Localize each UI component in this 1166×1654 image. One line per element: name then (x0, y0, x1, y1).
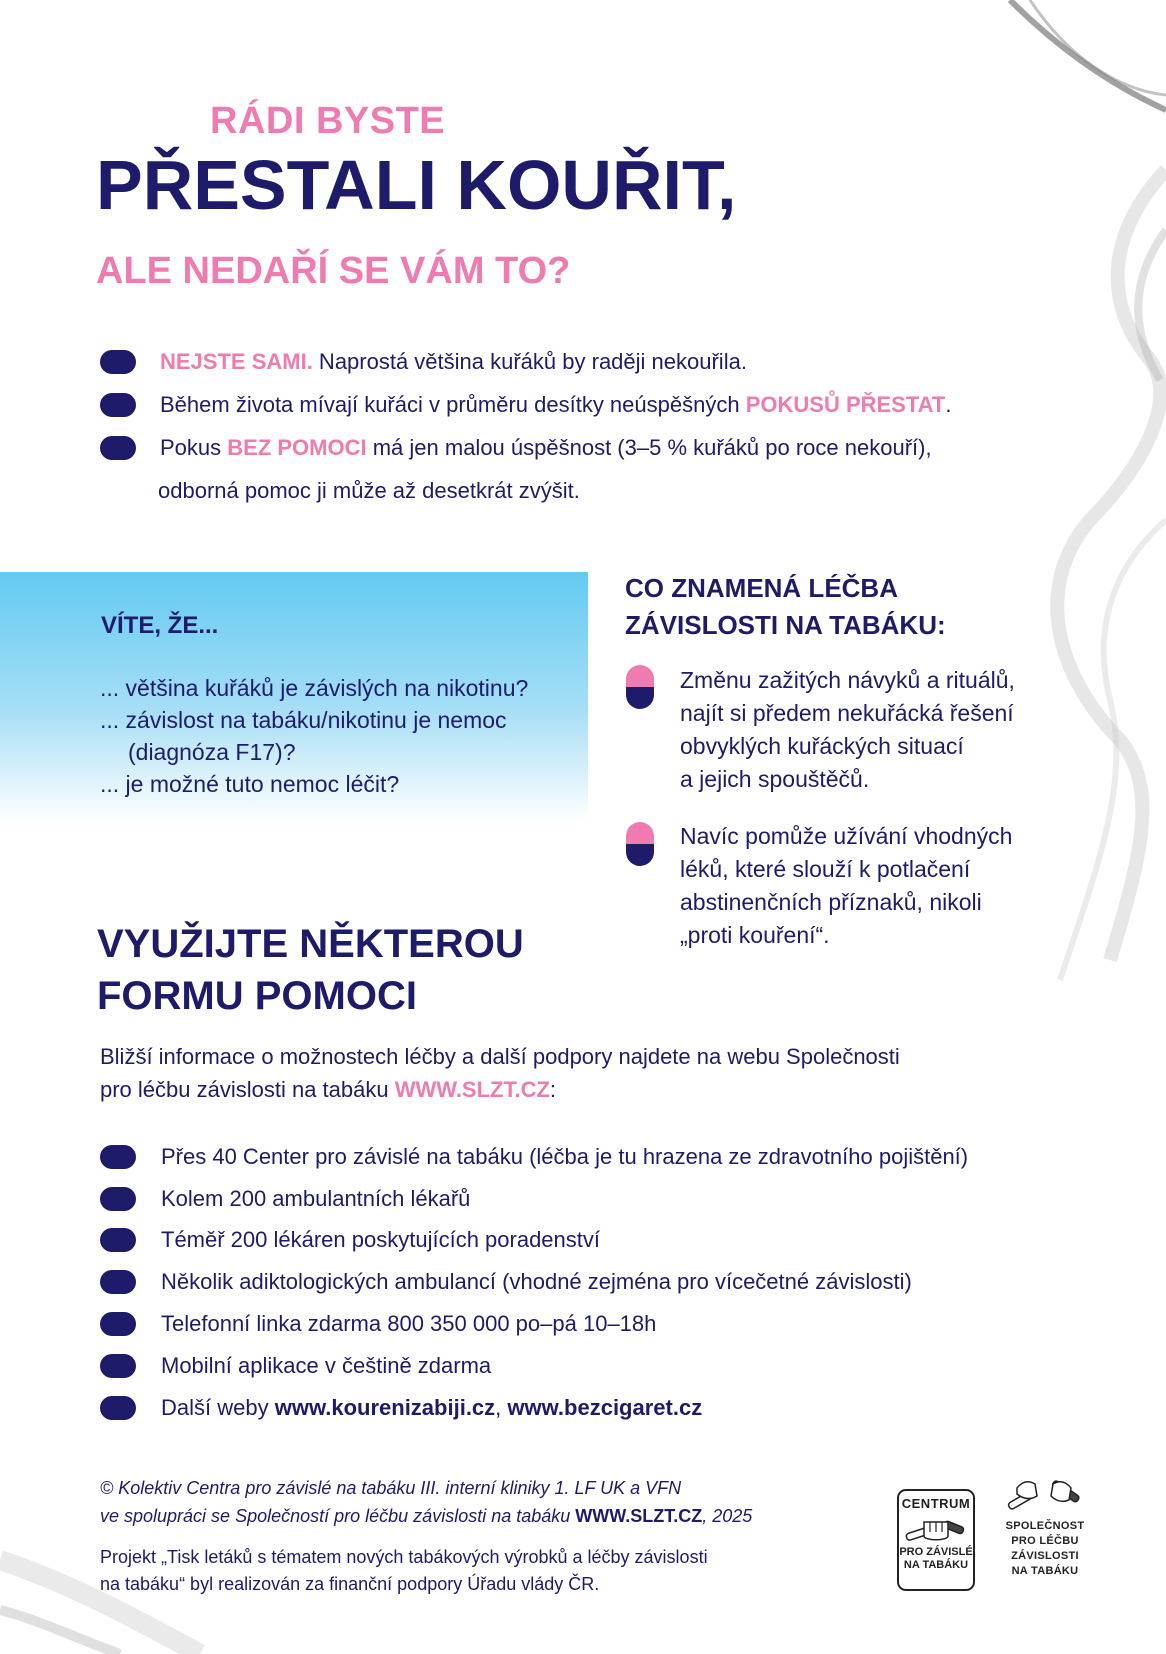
list-item: (diagnóza F17)? (128, 739, 296, 765)
bezcigaret-link[interactable]: www.bezcigaret.cz (507, 1394, 703, 1420)
highlight: BEZ POMOCI (227, 434, 367, 460)
did-you-know-list (100, 672, 580, 800)
bullet-icon (100, 1270, 136, 1294)
help-options-list (100, 1136, 1060, 1429)
project-note: Projekt „Tisk letáků s tématem nových tabákových výrobků a léčby závislosti na tabáku“ byl realizován za finanční podpory Úřadu vlády ČR. (100, 1547, 708, 1594)
bullet-icon (100, 393, 136, 417)
capsule-icon (626, 665, 654, 709)
list-item: Přes 40 Center pro závislé na tabáku (léčba je tu hrazena ze zdravotního pojištění) (100, 1136, 1060, 1178)
slzt-footer-link[interactable]: WWW.SLZT.CZ (575, 1506, 703, 1526)
bullet-icon (100, 1228, 136, 1252)
bullet-icon (100, 1187, 136, 1211)
help-info: Bližší informace o možnostech léčby a další podpory najdete na webu Společnosti pro léčbu závislosti na tabáku WWW.SLZT.CZ: (100, 1044, 900, 1102)
bullet-icon (100, 1354, 136, 1378)
intro-list (100, 340, 1000, 512)
slzt-link[interactable]: WWW.SLZT.CZ (394, 1077, 550, 1102)
list-item: Kolem 200 ambulantních lékařů (100, 1178, 1060, 1220)
page-title: PŘESTALI KOUŘIT, (96, 146, 737, 224)
bullet-icon (100, 1396, 136, 1420)
help-heading: VYUŽIJTE NĚKTEROU FORMU POMOCI (97, 922, 524, 1018)
list-item: Mobilní aplikace v češtině zdarma (100, 1345, 1060, 1387)
bullet-icon (100, 350, 136, 374)
fist-breaking-cigarette-icon (904, 1514, 968, 1544)
list-item: NEJSTE SAMI. Naprostá většina kuřáků by raději nekouřila. (100, 340, 1000, 383)
list-item: Pokus BEZ POMOCI má jen malou úspěšnost (3–5 % kuřáků po roce nekouří), (100, 426, 1000, 469)
list-item: Téměř 200 lékáren poskytujících poradenství (100, 1220, 1060, 1262)
bullet-icon (100, 1312, 136, 1336)
kourenizabiji-link[interactable]: www.kourenizabiji.cz (274, 1394, 496, 1420)
copyright-note: © Kolektiv Centra pro závislé na tabáku III. interní kliniky 1. LF UK a VFN ve spolupráci se Společností pro léčbu závislosti na tabáku WWW.SLZT.CZ, 2025 (100, 1478, 753, 1526)
list-item: Během života mívají kuřáci v průměru desítky neúspěšných POKUSŮ PŘESTAT. (100, 383, 1000, 426)
list-item: Telefonní linka zdarma 800 350 000 po–pá 10–18h (100, 1303, 1060, 1345)
treatment-item: Změnu zažitých návyků a rituálů, najít si předem nekuřácká řešení obvyklých kuřáckých situací a jejich spouštěčů. (680, 667, 1015, 792)
spolecnost-logo: SPOLEČNOST PRO LÉČBU ZÁVISLOSTI NA TABÁKU (1003, 1474, 1087, 1589)
pre-title: RÁDI BYSTE (210, 100, 446, 142)
bullet-icon (100, 436, 136, 460)
list-item: Další weby www.kourenizabiji.cz, www.bezcigaret.cz (100, 1387, 1060, 1429)
hands-breaking-cigarette-icon (1003, 1474, 1087, 1514)
list-item: ... většina kuřáků je závislých na nikotinu? (100, 675, 529, 701)
highlight: NEJSTE SAMI. (160, 348, 313, 374)
capsule-icon (626, 822, 654, 866)
list-item: ... závislost na tabáku/nikotinu je nemoc (100, 707, 507, 733)
subtitle: ALE NEDAŘÍ SE VÁM TO? (96, 250, 571, 292)
centrum-logo: CENTRUM PRO ZÁVISLÉ NA TABÁKU (897, 1489, 975, 1591)
list-item-continuation: odborná pomoc ji může až desetkrát zvýšit. (158, 477, 580, 503)
list-item: ... je možné tuto nemoc léčit? (100, 771, 400, 797)
bullet-icon (100, 1145, 136, 1169)
list-item: Několik adiktologických ambulancí (vhodné zejména pro vícečetné závislosti) (100, 1261, 1060, 1303)
treatment-item: Navíc pomůže užívání vhodných léků, které slouží k potlačení abstinenčních příznaků, nikoli „proti kouření“. (680, 823, 1013, 948)
highlight: POKUSŮ PŘESTAT (745, 391, 946, 417)
treatment-heading: CO ZNAMENÁ LÉČBA ZÁVISLOSTI NA TABÁKU: (625, 573, 946, 640)
did-you-know-heading: VÍTE, ŽE... (101, 612, 219, 639)
